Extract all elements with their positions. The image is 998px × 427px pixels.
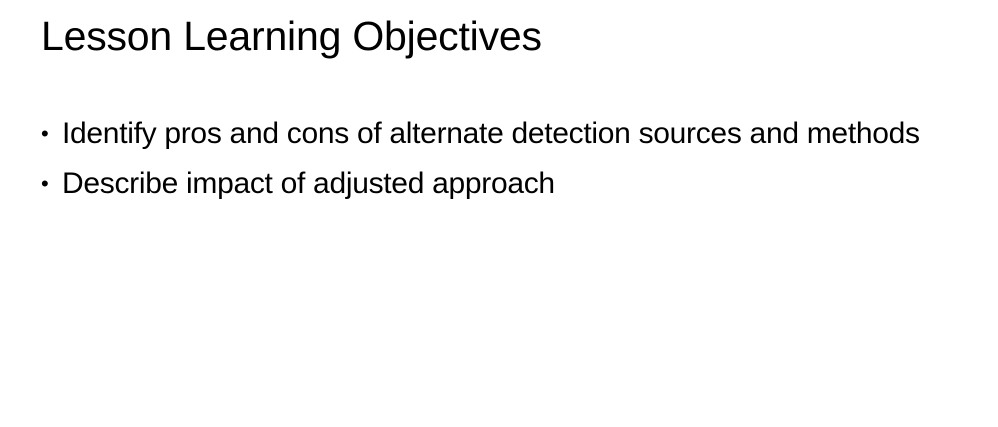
- objectives-list: [41, 114, 941, 214]
- bullet-icon: •: [41, 171, 49, 196]
- slide-title: Lesson Learning Objectives: [41, 13, 542, 59]
- list-item: [41, 114, 941, 153]
- bullet-icon: •: [41, 121, 49, 146]
- list-item-text: Identify pros and cons of alternate detection sources and methods: [62, 117, 920, 150]
- list-item: [41, 164, 941, 203]
- list-item-text: Describe impact of adjusted approach: [62, 167, 555, 200]
